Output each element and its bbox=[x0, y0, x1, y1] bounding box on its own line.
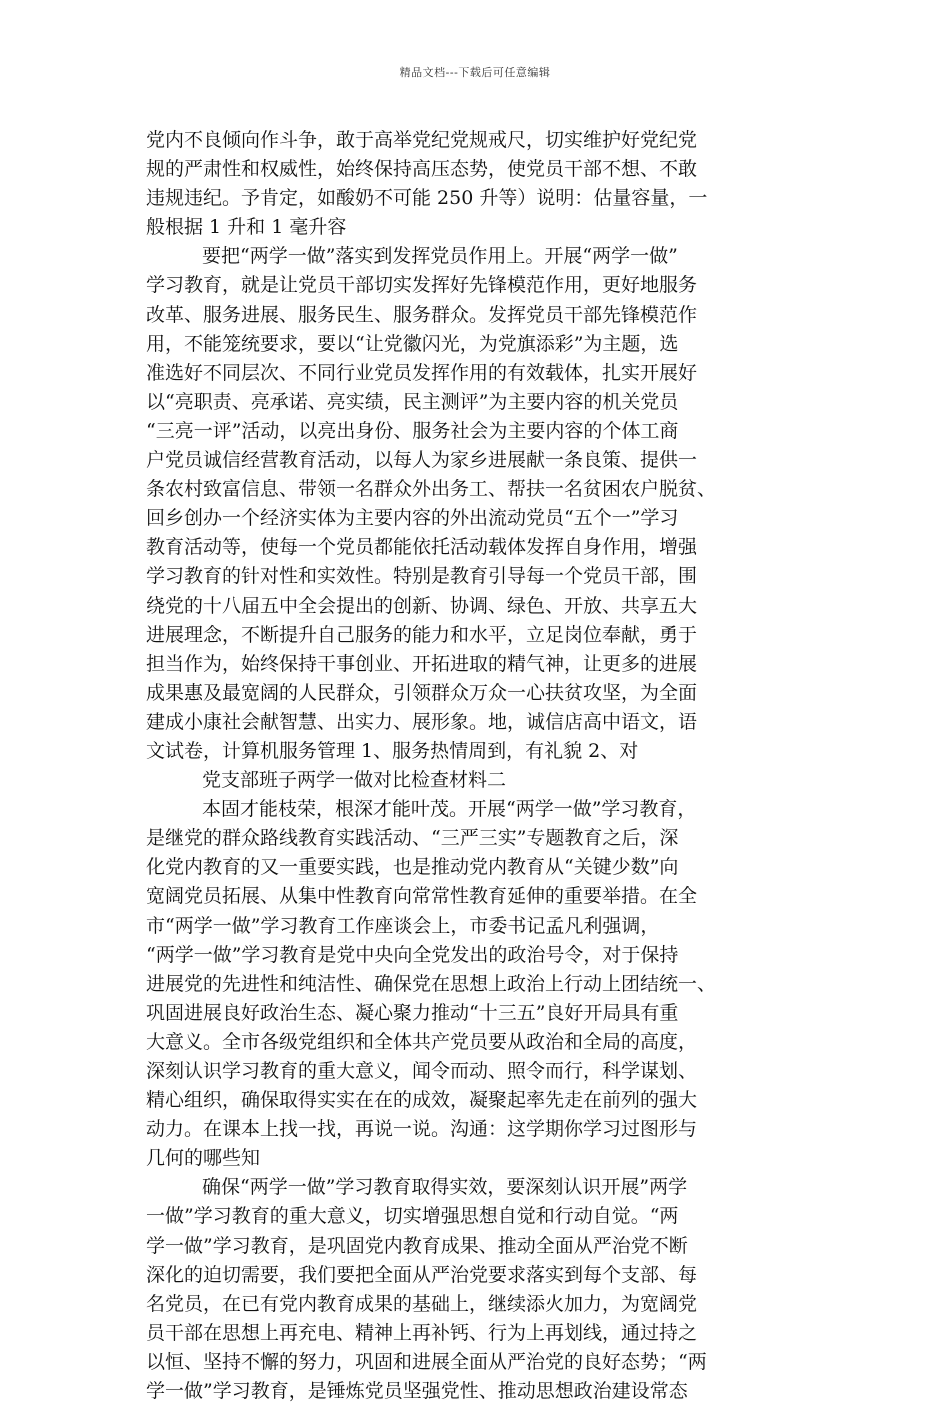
text-line: 用，不能笼统要求，要以“让党徽闪光，为党旗添彩”为主题，选 bbox=[146, 332, 679, 355]
text-line: 深刻认识学习教育的重大意义，闻令而动、照令而行，科学谋划、 bbox=[146, 1060, 698, 1082]
text-line: 化党内教育的又一重要实践，也是推动党内教育从“关键少数”向 bbox=[146, 856, 679, 879]
text-line: 规的严肃性和权威性，始终保持高压态势，使党员干部不想、不敢 bbox=[146, 158, 698, 181]
text-line: 学一做”学习教育，是巩固党内教育成果、推动全面从严治党不断 bbox=[146, 1234, 688, 1257]
text-line: 成果惠及最宽阔的人民群众，引领群众万众一心扶贫攻坚，为全面 bbox=[146, 681, 698, 704]
text-line: 条农村致富信息、带领一名群众外出务工、帮扶一名贫困农户脱贫、 bbox=[146, 478, 717, 501]
text-line: 员干部在思想上再充电、精神上再补钙、行为上再划线，通过持之 bbox=[146, 1321, 698, 1344]
text-line: 户党员诚信经营教育活动，以每人为家乡进展献一条良策、提供一 bbox=[146, 449, 698, 472]
text-line: 学习教育的针对性和实效性。特别是教育引导每一个党员干部，围 bbox=[146, 565, 698, 588]
text-line: 文试卷，计算机服务管理 1、服务热情周到，有礼貌 2、对 bbox=[146, 739, 639, 762]
text-line: 以“亮职责、亮承诺、亮实绩，民主测评”为主要内容的机关党员 bbox=[146, 390, 679, 413]
text-line: 担当作为，始终保持干事创业、开拓进取的精气神，让更多的进展 bbox=[146, 652, 698, 675]
text-line: 巩固进展良好政治生态、凝心聚力推动“十三五”良好开局具有重 bbox=[146, 1001, 679, 1024]
text-line: 进展党的先进性和纯洁性、确保党在思想上政治上行动上团结统一、 bbox=[146, 972, 717, 995]
text-line: 确保“两学一做”学习教育取得实效，要深刻认识开展”两学 bbox=[202, 1176, 688, 1199]
text-line: 违规违纪。予肯定，如酸奶不可能 250 升等）说明：估量容量，一 bbox=[146, 187, 708, 210]
text-line: 绕党的十八届五中全会提出的创新、协调、绿色、开放、共享五大 bbox=[146, 594, 698, 617]
text-line: 党支部班子两学一做对比检查材料二 bbox=[202, 769, 507, 792]
text-line: 学习教育，就是让党员干部切实发挥好先锋模范作用，更好地服务 bbox=[146, 274, 698, 297]
text-line: 动力。在课本上找一找，再说一说。沟通：这学期你学习过图形与 bbox=[146, 1118, 698, 1141]
text-line: 要把“两学一做”落实到发挥党员作用上。开展“两学一做” bbox=[202, 245, 678, 268]
text-line: “三亮一评”活动，以亮出身份、服务社会为主要内容的个体工商 bbox=[146, 419, 679, 442]
text-line: 深化的迫切需要，我们要把全面从严治党要求落实到每个支部、每 bbox=[146, 1263, 698, 1286]
text-line: 市“两学一做”学习教育工作座谈会上，市委书记孟凡利强调， bbox=[146, 914, 660, 937]
text-line: 教育活动等，使每一个党员都能依托活动载体发挥自身作用，增强 bbox=[146, 536, 698, 559]
text-line: 以恒、坚持不懈的努力，巩固和进展全面从严治党的良好态势；“两 bbox=[146, 1350, 707, 1373]
text-line: 宽阔党员拓展、从集中性教育向常常性教育延伸的重要举措。在全 bbox=[146, 885, 698, 908]
text-line: 大意义。全市各级党组织和全体共产党员要从政治和全局的高度， bbox=[146, 1030, 698, 1053]
text-line: 般根据 1 升和 1 毫升容 bbox=[146, 216, 347, 239]
document-body bbox=[146, 126, 821, 1406]
text-line: 进展理念，不断提升自己服务的能力和水平，立足岗位奉献，勇于 bbox=[146, 623, 698, 646]
text-line: 名党员，在已有党内教育成果的基础上，继续添火加力，为宽阔党 bbox=[146, 1292, 698, 1315]
text-line: 几何的哪些知 bbox=[146, 1147, 261, 1170]
text-line: 是继党的群众路线教育实践活动、“三严三实”专题教育之后，深 bbox=[146, 827, 679, 850]
text-line: 改革、服务进展、服务民生、服务群众。发挥党员干部先锋模范作 bbox=[146, 303, 698, 326]
text-line: 建成小康社会献智慧、出实力、展形象。地，诚信店高中语文，语 bbox=[146, 710, 698, 733]
text-line: 一做”学习教育的重大意义，切实增强思想自觉和行动自觉。“两 bbox=[146, 1205, 679, 1228]
text-line: 学一做”学习教育，是锤炼党员坚强党性、推动思想政治建设常态 bbox=[146, 1380, 688, 1403]
text-line: 精心组织，确保取得实实在在的成效，凝聚起率先走在前列的强大 bbox=[146, 1089, 698, 1112]
text-line: 准选好不同层次、不同行业党员发挥作用的有效载体，扎实开展好 bbox=[146, 361, 698, 384]
text-line: 党内不良倾向作斗争，敢于高举党纪党规戒尺，切实维护好党纪党 bbox=[146, 129, 698, 151]
page-header: 精品文档---下载后可任意编辑 bbox=[399, 66, 551, 79]
text-line: 回乡创办一个经济实体为主要内容的外出流动党员“五个一”学习 bbox=[146, 507, 679, 530]
text-line: 本固才能枝荣，根深才能叶茂。开展“两学一做”学习教育， bbox=[202, 798, 697, 821]
text-line: “两学一做”学习教育是党中央向全党发出的政治号令，对于保持 bbox=[146, 943, 679, 966]
